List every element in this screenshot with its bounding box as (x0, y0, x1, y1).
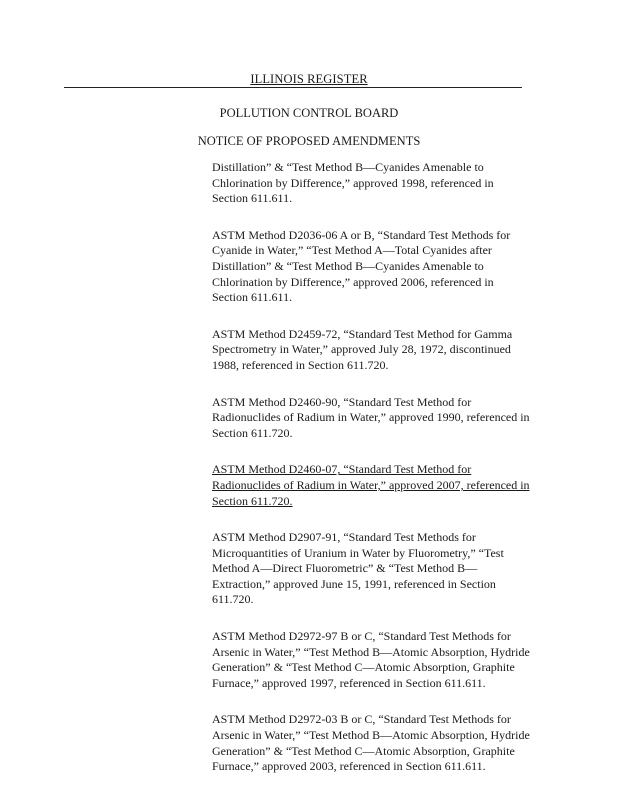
entry-d2459-72: ASTM Method D2459-72, “Standard Test Method for Gamma Spectrometry in Water,” approved July 28, 1972, discontinued 1988, referenced in Section 611.720. (212, 326, 513, 372)
entry-cyanide-1998-continued: Distillation” & “Test Method B—Cyanides Amenable to Chlorination by Difference,” approved 1998, referenced in Section 611.611. (212, 160, 494, 206)
header-rule (64, 87, 522, 88)
entry-d2972-03: ASTM Method D2972-03 B or C, “Standard Test Methods for Arsenic in Water,” “Test Method B—Atomic Absorption, Hydride Generation” & “Test Method C—Atomic Absorption, Graphite Furnace,” approved 2003, referenced in Section 611.611. (212, 712, 530, 774)
entry-d2036-06: ASTM Method D2036-06 A or B, “Standard Test Methods for Cyanide in Water,” “Test Method A—Total Cyanides after Distillation” & “Test Method B—Cyanides Amenable to Chlorination by Difference,” approved 2006, referenced in Section 611.611. (212, 227, 511, 305)
entry-d2907-91: ASTM Method D2907-91, “Standard Test Methods for Microquantities of Uranium in Water by Fluorometry,” “Test Method A—Direct Fluorometric” & “Test Method B—Extraction,” approved June 15, 1991, referenced in Section 611.720. (212, 530, 504, 607)
notice-title: NOTICE OF PROPOSED AMENDMENTS (197, 134, 421, 148)
board-title: POLLUTION CONTROL BOARD (219, 106, 399, 120)
entry-d2460-07-added: ASTM Method D2460-07, “Standard Test Method for Radionuclides of Radium in Water,” approved 2007, referenced in Section 611.720. (212, 462, 530, 508)
register-title (0, 72, 618, 87)
entry-d2460-90: ASTM Method D2460-90, “Standard Test Method for Radionuclides of Radium in Water,” approved 1990, referenced in Section 611.720. (212, 394, 530, 440)
entry-d2972-97: ASTM Method D2972-97 B or C, “Standard Test Methods for Arsenic in Water,” “Test Method B—Atomic Absorption, Hydride Generation” & “Test Method C—Atomic Absorption, Graphite Furnace,” approved 1997, referenced in Section 611.611. (212, 629, 530, 690)
register-title-text: ILLINOIS REGISTER (250, 72, 368, 86)
document-body (212, 160, 532, 796)
